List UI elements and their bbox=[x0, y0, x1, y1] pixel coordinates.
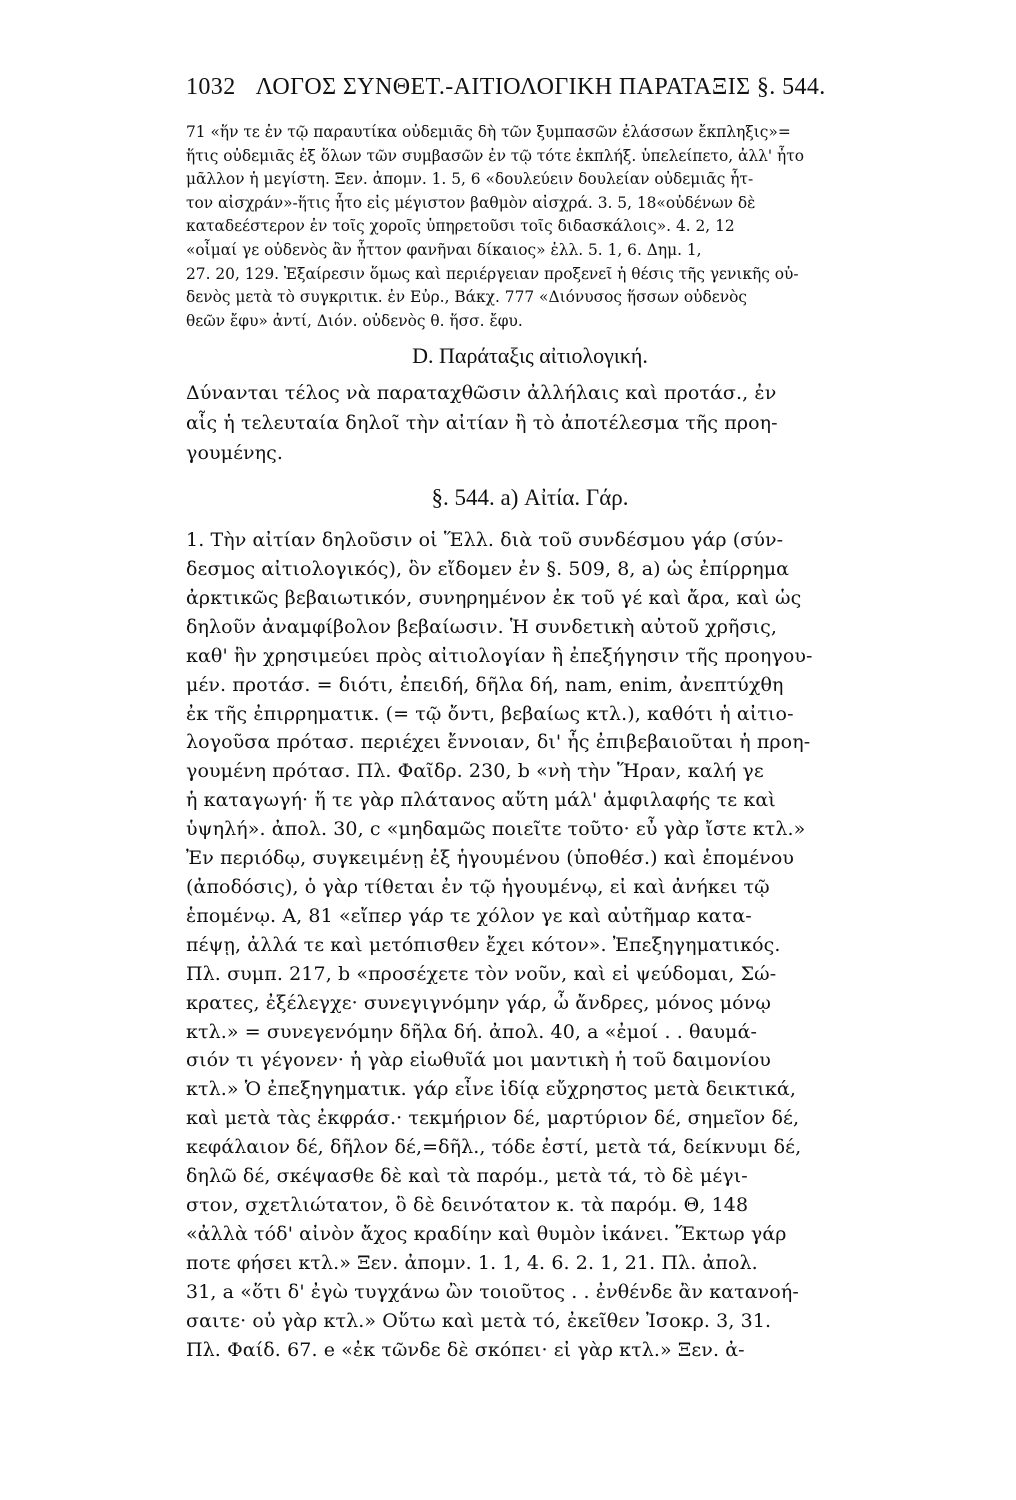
text-line: Πλ. συμπ. 217, b «προσέχετε τὸν νοῦν, καὶ εἰ ψεύδομαι, Σώ- bbox=[186, 962, 777, 985]
text-line: δεσμος αἰτιολογικός), ὃν εἴδομεν ἐν §. 509, 8, a) ὡς ἐπίρρημα bbox=[186, 558, 790, 581]
text-line: δηλοῦν ἀναμφίβολον βεβαίωσιν. Ἡ συνδετικὴ αὐτοῦ χρῆσις, bbox=[186, 615, 777, 638]
footnote-line: ἥτις οὐδεμιᾶς ἐξ ὅλων τῶν συμβασῶν ἐν τῷ τότε ἐκπλήξ. ὑπελείπετο, ἀλλ' ἦτο bbox=[186, 146, 805, 165]
text-line: πέψῃ, ἀλλά τε καὶ μετόπισθεν ἔχει κότον». Ἐπεξηγηματικός. bbox=[186, 933, 781, 956]
text-line: ἐκ τῆς ἐπιρρηματικ. (= τῷ ὄντι, βεβαίως κτλ.), καθότι ἡ αἰτιο- bbox=[186, 702, 794, 725]
text-line: Πλ. Φαίδ. 67. e «ἐκ τῶνδε δὲ σκόπει· εἰ γὰρ κτλ.» Ξεν. ἀ- bbox=[186, 1338, 745, 1361]
main-text bbox=[186, 526, 874, 1364]
text-line: γουμένη πρότασ. Πλ. Φαῖδρ. 230, b «νὴ τὴν Ἥραν, καλή γε bbox=[186, 760, 764, 783]
footnote-line: δενὸς μετὰ τὸ συγκριτικ. ἐν Εὐρ., Βάκχ. 777 «Διόνυσος ἥσσων οὐδενὸς bbox=[186, 288, 748, 307]
footnote-line: 27. 20, 129. Ἐξαίρεσιν ὅμως καὶ περιέργειαν προξενεῖ ἡ θέσις τῆς γενικῆς οὐ- bbox=[186, 264, 799, 283]
header-title: ΛΟΓΟΣ ΣΥΝΘΕΤ.-ΑΙΤΙΟΛΟΓΙΚΗ ΠΑΡΑΤΑΞΙΣ §. 544. bbox=[255, 74, 826, 100]
text-line: καθ' ἣν χρησιμεύει πρὸς αἰτιολογίαν ἢ ἐπεξήγησιν τῆς προηγου- bbox=[186, 644, 813, 667]
text-line: ὑψηλή». ἀπολ. 30, c «μηδαμῶς ποιεῖτε τοῦτο· εὖ γὰρ ἴστε κτλ.» bbox=[186, 818, 806, 841]
text-line: κτλ.» = συνεγενόμην δῆλα δή. ἀπολ. 40, a «ἐμοί . . θαυμά- bbox=[186, 1020, 758, 1043]
text-line: κεφάλαιον δέ, δῆλον δέ,=δῆλ., τόδε ἐστί, μετὰ τά, δείκνυμι δέ, bbox=[186, 1136, 802, 1159]
text-line: 1. Τὴν αἰτίαν δηλοῦσιν οἱ Ἕλλ. διὰ τοῦ συνδέσμου γάρ (σύν- bbox=[186, 529, 784, 552]
section-heading-d: D. Παράταξις αἰτιολογική. bbox=[412, 343, 648, 369]
intro-paragraph bbox=[186, 379, 874, 468]
section-heading-544: §. 544. a) Αἰτία. Γάρ. bbox=[431, 485, 629, 511]
footnote-line: μᾶλλον ἡ μεγίστη. Ξεν. ἀπομν. 1. 5, 6 «δουλεύειν δουλείαν οὐδεμιᾶς ἧτ- bbox=[186, 170, 754, 189]
text-line: ἡ καταγωγή· ἥ τε γὰρ πλάτανος αὕτη μάλ' ἀμφιλαφής τε καὶ bbox=[186, 789, 776, 812]
running-header bbox=[186, 74, 874, 101]
footnote-line: «οἶμαί γε οὐδενὸς ἂν ἧττον φανῆναι δίκαιος» ἑλλ. 5. 1, 6. Δημ. 1, bbox=[186, 240, 702, 259]
text-line: κτλ.» Ὁ ἐπεξηγηματικ. γάρ εἶνε ἰδίᾳ εὔχρηστος μετὰ δεικτικά, bbox=[186, 1078, 796, 1101]
footnote-line: θεῶν ἔφυ» ἀντί, Διόν. οὐδενὸς θ. ἥσσ. ἔφυ. bbox=[186, 311, 523, 330]
text-line: λογοῦσα πρότασ. περιέχει ἔννοιαν, δι' ἧς ἐπιβεβαιοῦται ἡ προη- bbox=[186, 731, 811, 754]
text-line: «ἀλλὰ τόδ' αἰνὸν ἄχος κραδίην καὶ θυμὸν ἱκάνει. Ἕκτωρ γάρ bbox=[186, 1222, 787, 1245]
text-line: στον, σχετλιώτατον, ὃ δὲ δεινότατον κ. τὰ παρόμ. Θ, 148 bbox=[186, 1193, 749, 1216]
intro-line: αἷς ἡ τελευταία δηλοῖ τὴν αἰτίαν ἢ τὸ ἀποτέλεσμα τῆς προη- bbox=[186, 411, 778, 434]
footnote-line: 71 «ἥν τε ἐν τῷ παραυτίκα οὐδεμιᾶς δὴ τῶν ξυμπασῶν ἐλάσσων ἔκπληξις»= bbox=[186, 123, 791, 141]
intro-line: γουμένης. bbox=[186, 441, 284, 464]
footnote-line: τον αἰσχράν»-ἥτις ἦτο εἰς μέγιστον βαθμὸν αἰσχρά. 3. 5, 18«οὐδένων δὲ bbox=[186, 193, 756, 212]
page-number: 1032 bbox=[186, 74, 236, 100]
text-line: σαιτε· οὐ γὰρ κτλ.» Οὕτω καὶ μετὰ τό, ἐκεῖθεν Ἰσοκρ. 3, 31. bbox=[186, 1309, 772, 1332]
text-line: (ἀποδόσις), ὁ γὰρ τίθεται ἐν τῷ ἡγουμένῳ, εἰ καὶ ἀνήκει τῷ bbox=[186, 876, 770, 898]
text-line: ποτε φήσει κτλ.» Ξεν. ἀπομν. 1. 1, 4. 6. 2. 1, 21. Πλ. ἀπολ. bbox=[186, 1251, 758, 1274]
text-line: κρατες, ἐξέλεγχε· συνεγιγνόμην γάρ, ὦ ἄνδρες, μόνος μόνῳ bbox=[186, 991, 771, 1014]
text-line: ἑπομένῳ. Α, 81 «εἴπερ γάρ τε χόλον γε καὶ αὐτῆμαρ κατα- bbox=[186, 904, 752, 927]
footnote-line: καταδεέστερον ἐν τοῖς χοροῖς ὑπηρετοῦσι τοῖς διδασκάλοις». 4. 2, 12 bbox=[186, 217, 735, 236]
text-line: καὶ μετὰ τὰς ἐκφράσ.· τεκμήριον δέ, μαρτύριον δέ, σημεῖον δέ, bbox=[186, 1107, 800, 1130]
footnote-block bbox=[186, 121, 874, 333]
text-line: δηλῶ δέ, σκέψασθε δὲ καὶ τὰ παρόμ., μετὰ τά, τὸ δὲ μέγι- bbox=[186, 1165, 748, 1188]
text-line: ἀρκτικῶς βεβαιωτικόν, συνηρημένον ἐκ τοῦ γέ καὶ ἄρα, καὶ ὡς bbox=[186, 586, 802, 609]
text-line: σιόν τι γέγονεν· ἡ γὰρ εἰωθυῖά μοι μαντικὴ ἡ τοῦ δαιμονίου bbox=[186, 1049, 771, 1072]
text-line: μέν. προτάσ. = διότι, ἐπειδή, δῆλα δή, nam, enim, ἀνεπτύχθη bbox=[186, 673, 784, 696]
intro-line: Δύνανται τέλος νὰ παραταχθῶσιν ἀλλήλαις καὶ προτάσ., ἐν bbox=[186, 382, 777, 405]
text-line: Ἐν περιόδῳ, συγκειμένῃ ἐξ ἡγουμένου (ὑποθέσ.) καὶ ἑπομένου bbox=[186, 847, 795, 870]
text-line: 31, a «ὅτι δ' ἐγὼ τυγχάνω ὢν τοιοῦτος . . ἐνθένδε ἂν κατανοή- bbox=[186, 1280, 799, 1303]
